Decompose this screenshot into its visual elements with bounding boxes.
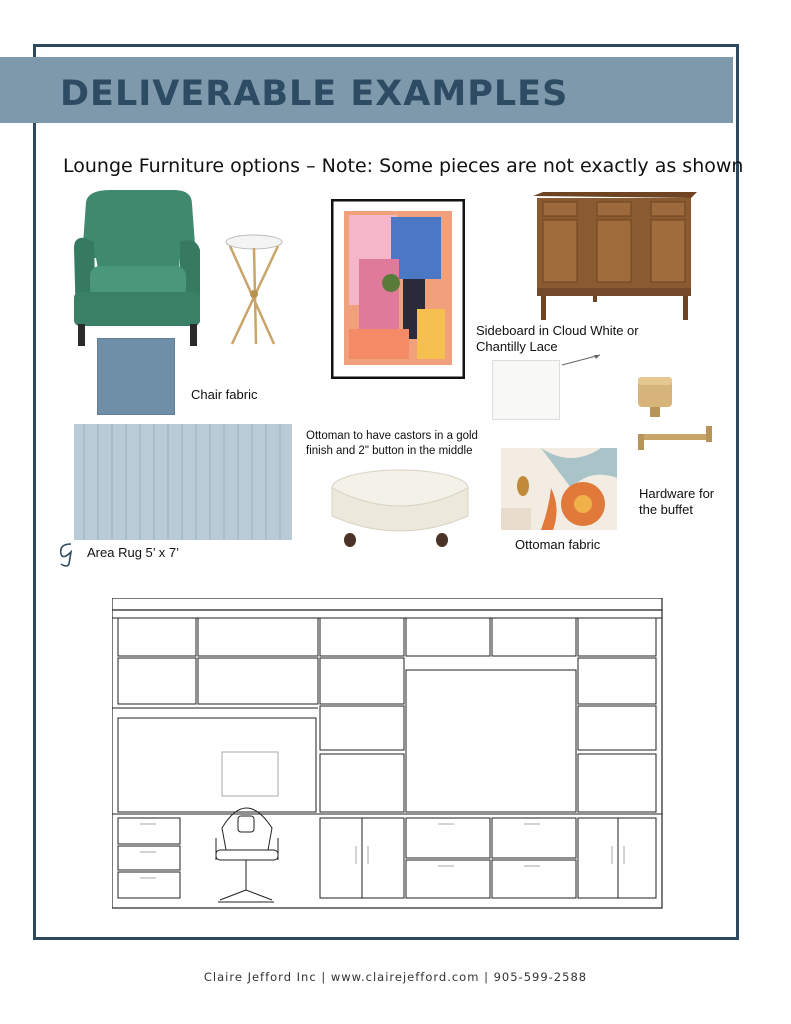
- area-rug-image: [74, 424, 292, 540]
- cabinet-knob-image: [632, 373, 680, 421]
- hardware-caption-line1: Hardware for: [639, 486, 715, 501]
- pointer-arrow: [560, 352, 604, 368]
- area-rug-caption: Area Rug 5’ x 7’: [87, 545, 180, 560]
- hardware-caption-line2: the buffet: [639, 502, 693, 517]
- sideboard-image: [533, 192, 697, 322]
- signature-logo: [55, 540, 79, 568]
- sideboard-caption: [476, 323, 639, 355]
- lounge-chair-image: [70, 188, 204, 350]
- ottoman-note-line2: finish and 2" button in the middle: [306, 445, 473, 457]
- ottoman-note-line1: Ottoman to have castors in a gold: [306, 430, 478, 442]
- cabinet-pull-image: [634, 420, 714, 452]
- wall-unit-elevation-drawing: [112, 598, 664, 910]
- section-subtitle: Lounge Furniture options – Note: Some pieces are not exactly as shown: [63, 155, 744, 177]
- sideboard-caption-line1: Sideboard in Cloud White or: [476, 323, 639, 338]
- sideboard-caption-line2: Chantilly Lace: [476, 339, 558, 354]
- white-paint-swatch: [492, 360, 560, 420]
- ottoman-image: [330, 466, 470, 552]
- chair-fabric-swatch: [97, 338, 175, 415]
- ottoman-fabric-swatch: [501, 448, 617, 530]
- hardware-caption: [639, 486, 714, 518]
- footer-contact: Claire Jefford Inc | www.clairejefford.com | 905-599-2588: [203, 970, 588, 984]
- side-table-image: [222, 232, 286, 348]
- chair-fabric-caption: Chair fabric: [191, 387, 258, 402]
- ottoman-fabric-caption: Ottoman fabric: [515, 537, 601, 552]
- page-title: DELIVERABLE EXAMPLES: [60, 74, 569, 114]
- ottoman-note: [306, 429, 478, 459]
- framed-artwork-image: [331, 199, 465, 379]
